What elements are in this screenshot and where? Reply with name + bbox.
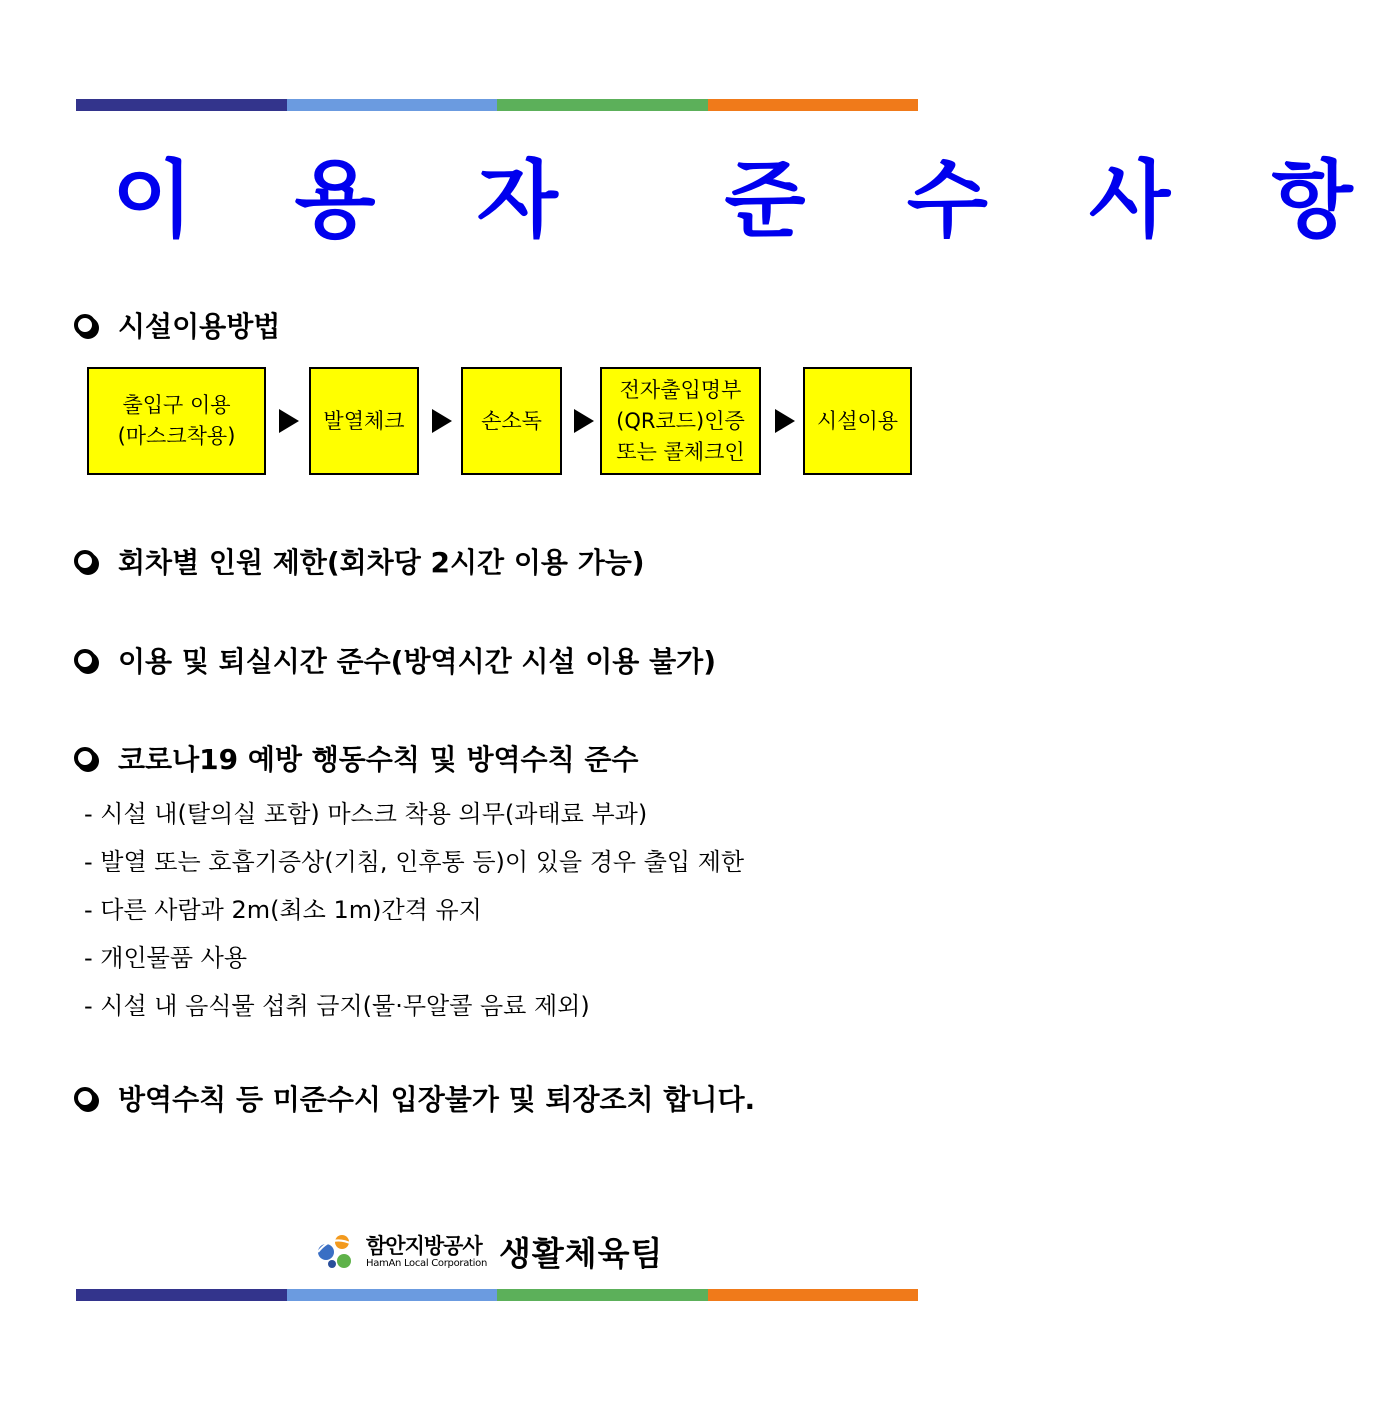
circle-bullet-icon: [74, 1087, 96, 1109]
flow-step-text: 손소독: [481, 408, 542, 433]
flow-step-text: 출입구 이용: [122, 393, 231, 417]
arrow-right-icon: [574, 409, 594, 433]
flow-step-text: 또는 콜체크인: [616, 439, 745, 464]
circle-bullet-icon: [74, 550, 96, 572]
arrow-right-icon: [432, 409, 452, 433]
flow-step-entrance: [87, 367, 266, 475]
stripe-segment-orange: [708, 1289, 919, 1301]
flow-step-text: 전자출입명부: [619, 377, 742, 402]
stripe-segment-navy: [76, 99, 287, 111]
flow-step-fever-check: [309, 367, 419, 475]
flow-step-text: 발열체크: [323, 408, 405, 433]
section-heading: 회차별 인원 제한(회차당 2시간 이용 가능): [118, 546, 645, 579]
section-heading: 방역수칙 등 미준수시 입장불가 및 퇴장조치 합니다.: [118, 1083, 756, 1116]
circle-bullet-icon: [74, 747, 96, 769]
circle-bullet-icon: [74, 314, 96, 336]
section-notice: [74, 1078, 755, 1118]
page-title: 이 용 자 준 수 사 항: [112, 151, 1389, 249]
stripe-segment-green: [497, 99, 708, 111]
section-facility-method: [74, 305, 280, 345]
stripe-segment-navy: [76, 1289, 287, 1301]
flow-step-entry-log: [600, 367, 761, 475]
corporation-logo-icon: [312, 1230, 360, 1274]
section-heading: 시설이용방법: [118, 310, 281, 343]
list-item: - 개인물품 사용: [84, 944, 248, 972]
section-heading: 이용 및 퇴실시간 준수(방역시간 시설 이용 불가): [118, 645, 716, 678]
section-session-limit: [74, 541, 645, 581]
org-name-english: HamAn Local Corporation: [366, 1257, 488, 1269]
list-item: - 발열 또는 호흡기증상(기침, 인후통 등)이 있을 경우 출입 제한: [84, 848, 745, 876]
footer-org: [312, 1228, 663, 1275]
flow-step-hand-sanitize: [461, 367, 562, 475]
flow-step-text: 시설이용: [816, 408, 899, 433]
flow-step-use-facility: [803, 367, 912, 475]
section-heading: 코로나19 예방 행동수칙 및 방역수칙 준수: [118, 743, 639, 776]
flow-step-text: (QR코드)인증: [616, 408, 745, 433]
logo-text: [366, 1234, 487, 1270]
circle-bullet-icon: [74, 649, 96, 671]
list-item: - 다른 사람과 2m(최소 1m)간격 유지: [84, 896, 482, 924]
arrow-right-icon: [279, 409, 299, 433]
section-covid-rules: [74, 738, 638, 778]
team-name: 생활체육팀: [499, 1234, 664, 1273]
list-item: - 시설 내(탈의실 포함) 마스크 착용 의무(과태료 부과): [84, 800, 648, 828]
arrow-right-icon: [775, 409, 795, 433]
section-hours: [74, 640, 716, 680]
stripe-segment-blue: [287, 1289, 498, 1301]
list-item: - 시설 내 음식물 섭취 금지(물·무알콜 음료 제외): [84, 992, 590, 1020]
stripe-segment-green: [497, 1289, 708, 1301]
top-color-stripe: [76, 99, 918, 111]
bottom-color-stripe: [76, 1289, 918, 1301]
flow-step-text: (마스크착용): [117, 424, 236, 448]
stripe-segment-blue: [287, 99, 498, 111]
org-name-korean: 함안지방공사: [366, 1233, 482, 1258]
facility-usage-flow: [87, 367, 912, 475]
stripe-segment-orange: [708, 99, 919, 111]
covid-rule-list: [84, 790, 744, 1030]
